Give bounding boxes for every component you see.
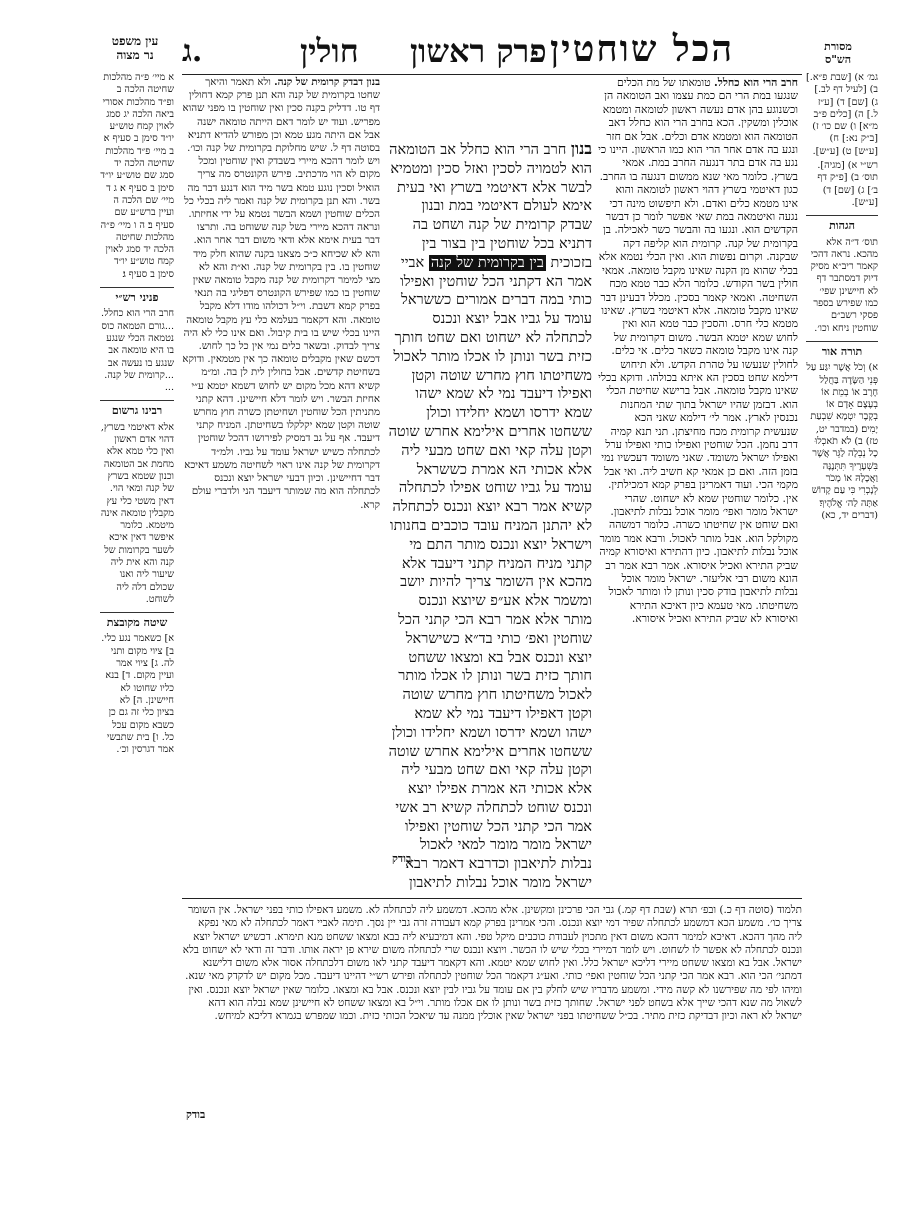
- gemara-catchword: בודק: [392, 852, 412, 865]
- mesoret-text-2: רש״י א) [מגיה]. תוס׳ ב) [פ״ק דף ב׳] ג) [שם] ד) [ע״ש].: [817, 160, 878, 208]
- mesoret-label: [808, 40, 868, 66]
- rabbeinu-gershom-text: אלא דאיטמי בשרץ, דהוי אדם ראשון ואין כלי טמא אלא מחמת אב הטומאה וכנון שטמא בשרץ של קנה ומאי הוי. דאין משטי כלי עץ מקבלין טומאה אינה מיטמא. כלומר איפשר דאין איכא לשער בקרומות של קנה והא אית ליה שיעור ליה ואנו שכולם דלה ליה לשוחט.: [100, 421, 174, 605]
- hagahot-heading: הגהות: [806, 215, 878, 232]
- mesoret-text: גמ׳ א) [שבת פ״א.] ב) [לעיל דף לב.] ג) [שם] ד) [ע״ז ל.] ה) [כלים פ״ב מ״א] ו) שם כו׳ ז) [ב״ק נא:] ח) [ע״ש] ט) [ע״ש].: [806, 72, 878, 157]
- left-margin: [100, 72, 174, 756]
- header-rule: [182, 74, 802, 75]
- shita-mekubetzet-heading: שיטה מקובצת: [100, 612, 174, 629]
- bottom-commentary: תלמוד (סוטה דף כ.) ובפ׳ תרא (שבת דף קמ.) גבי הכי פרכינן ומקשינן. אלא מהכא. דמשמע ליה לכתחלה לא. משמע דאפילו כותי בפני ישראל. אין השומר צריך כו׳. משמע הכא דמשמע לכתחלה שפיר דמי יוצא ונכנס. והכי אמרינן בפרק קמא דעבודה זרה גבי יין נסך. תימה לאביי דאמר לכתחלה לא מאי נפקא ליה מהך דהכא. דאיכא למימר דהכא משום דאין מתכוין לעבודת כוכבים מיקל טפי. והא דמיבעיא ליה בבא ומצאו ששחט מנא תימרא. דכשיש ישראל יוצא ונכנס לכתחלה לא אפשר לו לשחוט. ויש לומר דמיירי בכלי שיש לו הכשר. ויוצא ונכנס שרי לכתחלה משום שירא פן יראה אותו. ודבר זה ודאי לא ישחוט בלא ישראל. אבל בא ומצאו ששחט מיירי דליכא ישראל כלל. ואין לחוש שמא יטמא. והא דקאמר דיעבד קתני לאו משום דלכתחלה אסור אלא משום דלישנא דמתני׳ הכי הוא. רבא אמר הכי קתני הכל שוחטין ואפי׳ כותי. ואע״ג דקאמר הכל שוחטין לכתחלה ופירש רש״י דהיינו דיעבד. מכל מקום יש לדקדק מאי שנא. ומיהו לפי מה שפירשנו לא קשה מידי. ומשמע מדבריו שיש לחלק בין אם עומד על גביו לבין יוצא ונכנס. אבל בא ומצאו. כלומר שאין ישראל יוצא ונכנס. ואין לשאול מה שנא דהכי שייך אלא בשחט לפני ישראל. שחותך כזית בשר ונותן לו אם אכלו מותר. וי״ל בא ומצאו ששחט לא חיישינן שמא נבלה הוא דהא ישראל לא ראה וכיון דבדיקת כזית מתיר. בכ״ל ששחיטתו בפני ישראל שאין אוכלין ממנה עד שיאכל הכותי כזית. וכמו שמפרש בגמרא דליכא למיחש.: [182, 904, 802, 1023]
- gemara-text-after: אביי אמר הא דקתני הכל שוחטין ואפילו כותי במה דברים אמורים כששראל עומד על גביו אבל יוצא ונכנס לכתחלה לא ישחוט ואם שחט חותך כזית בשר ונותן לו אכלו מותר לאכול משחיטתו חוץ מחרש שוטה וקטן ואפילו דיעבד נמי לא שמא ישהו שמא ידרסו ושמא יחלידו וכולן ששחטו אחרים אילימא אחרש שוטה וקטן עלה קאי ואם שחט מבעי ליה אלא אכותי הא אמרת כששראל עומד על גביו שוחט אפילו לכתחלה קשיא אמר רבא יוצא ונכנס לכתחלה לא יהתנן המניח עובד כוכבים בחנותו וישראל יוצא ונכנס מותר התם מי קתני מניח המניח קתני דיעבד אלא מהכא אין השומר צריך להיות יושב ומשמר אלא אע״פ שיוצא ונכנס מותר אלא אמר רבא הכי קתני הכל שוחטין ואפ׳ כותי בד״א כשישראל יוצא ונכנס אבל בא ומצאו ששחט חותך כזית בשר ונותן לו אכלו מותר לאכול משחיטתו חוץ מחרש שוטה וקטן דאפילו דיעבד נמי לא שמא ישהו ושמא ידרסו ושמא יחלידו וכולן ששחטו אחרים אילימא אחרש שוטה וקטן עלה קאי ואם שחט מבעי ליה אלא אכותי הא אמרת אפילו יוצא ונכנס שוחט לכתחלה קשיא רב אשי אמר הכי קתני הכל שוחטין ואפילו ישראל מומר מומר למאי לאכול נבלות לתיאבון וכדרבא דאמר רבא ישראל מומר אוכל נבלות לתיאבון: [388, 254, 592, 892]
- page-marker: ג.: [182, 34, 203, 69]
- pnei-rashi-text: חרב הרי הוא כחלל. ...גורם הטמאה כוס נטמאה הכלי שנגע בו היא טומאה אב שנגע בו נעשה אב ...קרומית של קנה. ...: [100, 308, 174, 394]
- rashi-opening: חרב הרי הוא כחלל.: [714, 76, 798, 89]
- ner-mitzvah-title: נר מצוה: [116, 48, 154, 62]
- mesoret-title: מסורת: [824, 40, 852, 53]
- bottom-rule: [182, 898, 802, 899]
- pnei-rashi-heading: פניני רש״י: [100, 287, 174, 304]
- rashi-text: טומאתו של מת הכלים שנגעו במת הרי הם כמת עצמו ואב הטומאה הן וכשנוגע בהן אדם נעשה ראשון לטומאה ומטמא אוכלין ומשקין. הכא בחרב הרי הוא כחלל דאב הטומאה הוא ומטמא אדם וכלים. אבל אם חזר ונגע בה אדם אחר הרי הוא כמו הראשון. היינו כי נגע בה אדם בתר דנגעה החרב במת. אמאי בשרץ. כלומר מאי שנא ממשום דנגעה בו החרב. כגון דאיטמי בשרץ דהוי ראשון לטומאה והוא אינו מטמא כלים ואדם. ולא תיפשוט מינה דכי נגעה ואיטמאה במת שאי אפשר לומר כן דבשר הקדשים הוא. ונגעו בה והבשר כשר לאכילה. בן בקרומית של קנה. קרומית הוא קליפה דקה שבקנה. וקרום נפשות הוא. ואין הכלי נטמא אלא בכלי שהוא מן הקנה שאינו מקבל טומאה. אמאי חולין בשר הקודש. כלומר הלא כבר טמא מכח השחיטה. ואמאי קאמר בסכין. מכלל דבעינן דבר שאינו מקבל טומאה. אלא דאיטמי בשרץ. שאינו מטמא כלי חרס. והסכין כבר טמא הוא ואין לחוש שמא יטמא הבשר. משום דקרומית של קנה אינו מקבל טומאה כשאר כלים. אי כלים. לחולין שנעשו על טהרת הקדש. ולא תיחוש דילמא שחט בסכין הא איתא בכולהו. ודוקא בכלי שאינו מקבל טומאה. אבל ברישא שחיטת הכלי הוא. דבזמן שהיו ישראל בתוך שתי המחנות נכנסין לארץ. אמר לי׳ דילמא שאני הכא שנעשית קרומית מכח מחיצתן. תני תנא קמיה דרב נחמן. הכל שוחטין ואפילו כותי ואפילו ערל ואפילו ישראל משומד. שאני משומד דעכשיו נמי בזמן הזה. ואם כן אמאי קא חשיב ליה. ואי אבל מקמי הכי. ועוד דאמרינן בפרק קמא דמכילתין. אין. כלומר שוחטין שמא לא ישחוט. שהרי ישראל מומר ואפי׳ מומר אוכל נבלות לתיאבון. ואם שוחט אין שחיטתו כשרה. כלומר דמשהה מקולקל הוא. אבל מותר לאכול. ורבא אמר מומר אוכל נבלות לתיאבון. כיון דהתירא ואיסורא קמיה שביק התירא ואכיל איסורא. אמר רבא אמר רב הונא משום רבי אליעזר. ישראל מומר אוכל נבלות לתיאבון בודק סכין ונותן לו ומותר לאכול משחיטתו. מאי טעמא כיון דאיכא התירא ואיסורא לא שביק התירא ואכיל איסורא.: [598, 76, 798, 626]
- hashas-title: הש"ס: [824, 53, 852, 66]
- ein-mishpat-title: עין משפט: [111, 34, 159, 48]
- rashi-column: [598, 76, 798, 866]
- gemara-opening-word: בנון: [570, 139, 592, 158]
- torah-or-text: א) וְכֹל אֲשֶׁר יִגַּע עַל פְּנֵי הַשָּׂדֶה בַּחֲלַל חֶרֶב אוֹ בְמֵת אוֹ בְעֶצֶם אָדָם אוֹ בְקָבֶר יִטְמָא שִׁבְעַת יָמִים׃ (במדבר יט, טז) ב) לֹא תֹאכְלוּ כָל נְבֵלָה לַגֵּר אֲשֶׁר בִּשְׁעָרֶיךָ תִּתְּנֶנָּה וַאֲכָלָהּ אוֹ מָכֹר לְנָכְרִי כִּי עַם קָדוֹשׁ אַתָּה לַה׳ אֱלֹהֶיךָ׃ (דברים יד, כא): [806, 362, 878, 521]
- tosafot-final: וכיון דבעי ישראל יוצא ונכנס לכתחלה הוא מה שמותר דיעבד הני ולדברי עולם קרא.: [191, 473, 380, 511]
- gemara-text-before: חרב הרי הוא כחלל אב הטומאה הוא לטמויה לסכין ואזל סכין ומטמיא לבשר אלא דאיטמי בשרץ ואי בעית אימא לעולם דאיטמי במת ובנון שבדק קרומית של קנה ושחט בה דתניא בכל שוחטין בין בצור בין בזכוכית: [389, 142, 592, 271]
- highlighted-phrase[interactable]: בין בקרומית של קנה: [430, 254, 544, 271]
- torah-or-heading: תורה אור: [806, 341, 878, 358]
- bottom-catchword: בודק: [186, 1108, 206, 1121]
- ein-mishpat-label: [105, 34, 165, 62]
- chapter-name: פרק ראשון: [410, 32, 547, 70]
- rabbeinu-gershom-heading: רבינו גרשום: [100, 400, 174, 417]
- hagahot-text: תוס׳ ד״ה אלא מהכא. נראה דהכי קאמר ריב״א מסיק דיוק דמסתבר דף לא חיישינן שפי׳ כמו שפירש בספר פסקי רשב״ם שוחטין ניחא וכו׳.: [810, 236, 878, 334]
- right-margin: [806, 72, 878, 521]
- tosafot-text: ולא תאמר והיאך שחטו בקרומית של קנה והא תנן פרק קמא דחולין דף טו. דדליק בקנה סכין ואין שוחטין בו מפני שהוא מפריש. ועוד יש לומר דאם הייתה טומאה ישנה אבל אם היתה מגע טמא וכן מפורש להדיא דתניא בסוטה דף ל. שיש מחלוקת בקרומית של קנה וכו׳. ויש לומר דהכא מיירי בשבדק ואין שוחטין ומכל מקום לא הוי מדכתיב. פירש הקונטרס מה צריך הואיל וסכין נוגע טמא בשר מיד הוא דנגע דבר מה בשר. והא תנן בקרומית של קנה ואמר ליה בכלי כל הכלים שוחטין ושמא הבשר נטמא על ידי אחיזתו. ונראה דהכא מיירי בשל קנה ששוחט בה. ותרצו דבר בעית אימא אלא ודאי משום דבר אחר הוא. והא לא שכיחא כ״כ מצאנו בקנה שהוא חלק מיד שוחטין בו. בין בקרומית של קנה. וא״ת והא לא מצי למימר דקרומית של קנה מקבל טומאה שאין שוחטין בו כמו שפירש הקונטרס דפליגי בה תנאי בפרק קמא דשבת. וי״ל דכולהו מודו דלא מקבל טומאה. והא דקאמר בעלמא כלי עץ מקבל טומאה היינו בכלי שיש בו בית קיבול. ואם אינו כלי לא היה צריך לבדוק. ובשאר כלים נמי אין כל כך לחוש. דכשם שאין מקבלים טומאה כך אין מטמאין. ודוקא בשחיטת קדשים. אבל בחולין לית לן בה. ומ״מ קשיא דהא מכל מקום יש לחוש דשמא יטמא ע״י אחיזת הבשר. ויש לומר דלא חיישינן. דהא קתני מתניתין הכל שוחטין ושחיטתן כשרה חוץ מחרש שוטה וקטן שמא יקלקלו בשחיטתן. המניח קתני דיעבד. אף על גב דמסיק לפירושו דהכל שוחטין לכתחלה כשיש ישראל עומד על גביו. ולמ״ד דקרומית של קנה אינו ראוי לשחיטה משמע דאיכא דבר דחיישינן.: [182, 77, 380, 485]
- tractate-name: חולין: [300, 32, 359, 70]
- tosafot-column: [182, 76, 380, 866]
- ein-mishpat-entries: א מיי׳ פ״ה מהלכות שחיטה הלכה ב ופ״ד מהלכות אסורי ביאה הלכה יג סמג לאוין קמח טוש״ע יו״ד סימן ב סעיף א׃ ב מיי׳ פ״ד מהלכות שחיטה הלכה יד סמג שם טוש״ע יו״ד סימן ב סעיף א׃ ג ד מיי׳ שם הלכה ה ועיין ברש״ע שם סעיף ב׃ ה ו מיי׳ פ״ה מהלכות שחיטה הלכה יד סמג לאוין קמח טוש״ע יו״ד סימן ב סעיף ג׃: [100, 72, 174, 280]
- chapter-title: הכל שוחטין: [550, 28, 735, 70]
- shita-mekubetzet-text: א] כשאמר נגע כלי. ב] ציוי מקום ותני לה. ג] ציוי אמר ועיין מקום. ד] בנא כליו שחוטו לא חיישינן. ה] לא בציון כלי זה גם כן כשבא מקום עכל כל. ו] בית שתבשי אמר דגרסין וכ׳.: [101, 633, 174, 756]
- tosafot-opening: בנון דבדק קרומית של קנה.: [274, 76, 380, 88]
